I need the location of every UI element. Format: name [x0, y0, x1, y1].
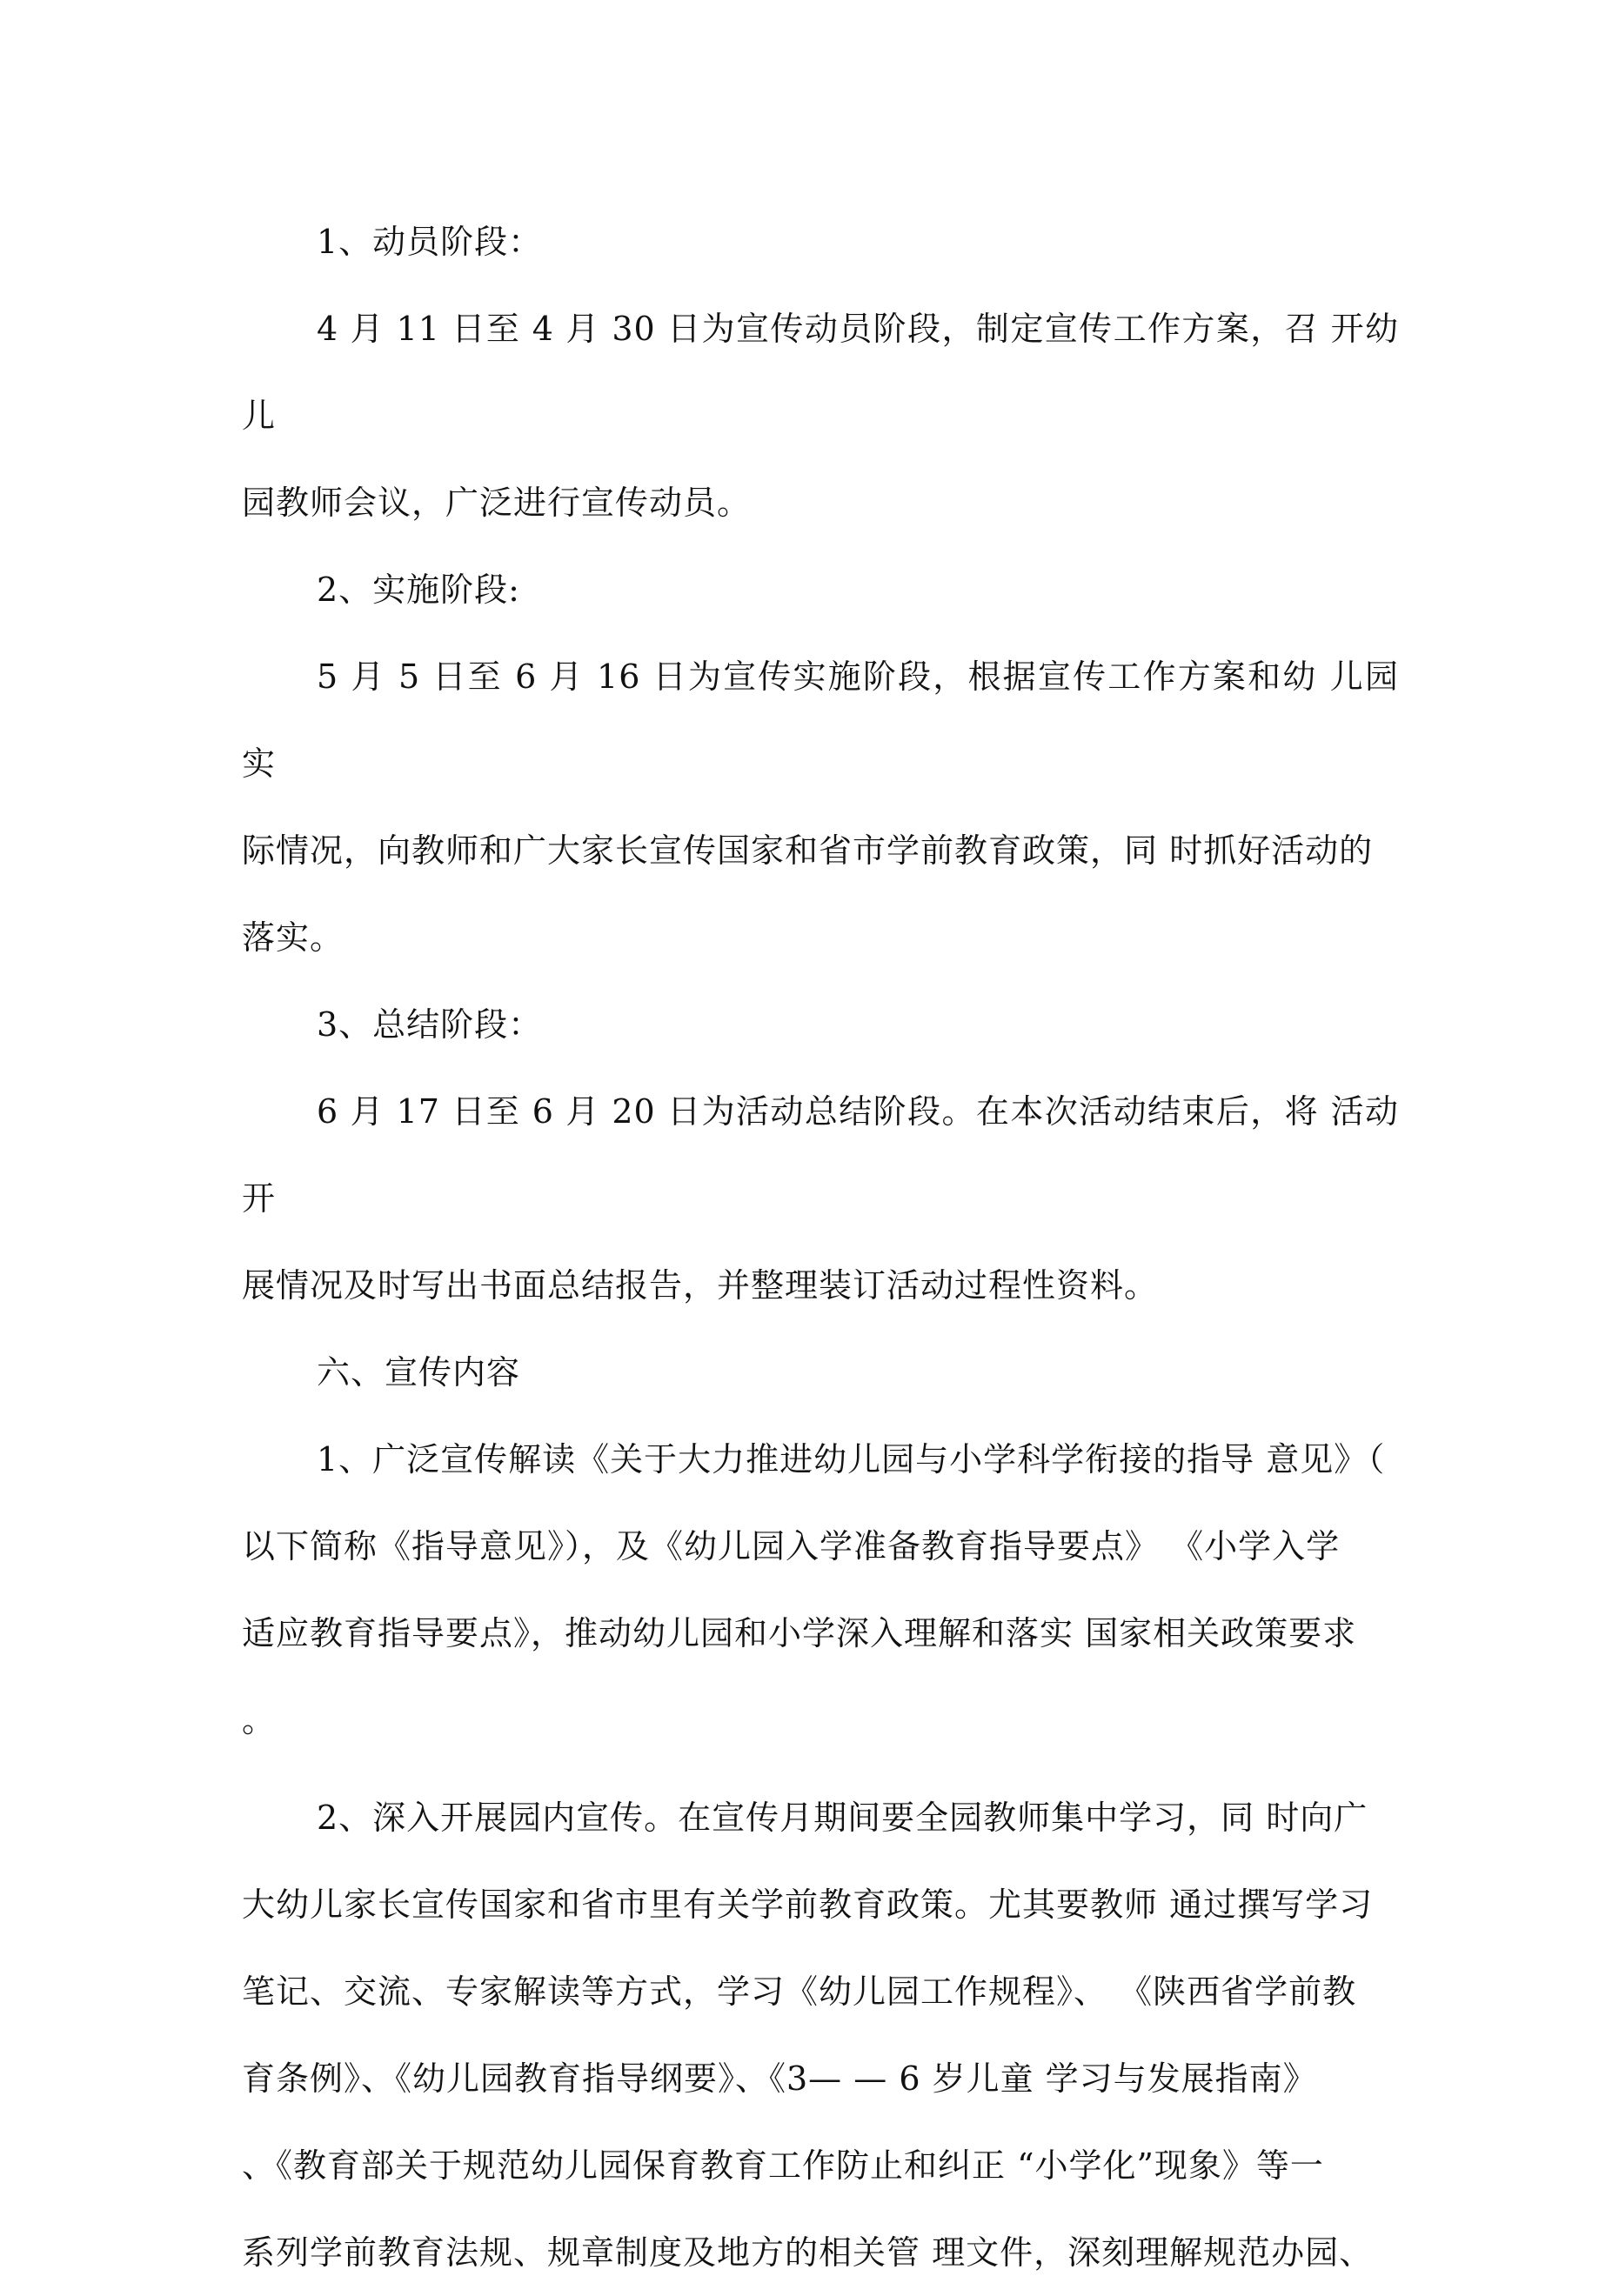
- text-line: 3、总结阶段：: [317, 1005, 543, 1044]
- text-line: 1、动员阶段：: [317, 223, 543, 261]
- text-line: 4 月 11 日至 4 月 30 日为宣传动员阶段，制定宣传工作方案，召 开幼儿: [242, 310, 1399, 435]
- text-line: 。: [242, 1701, 277, 1739]
- text-line: 园教师会议，广泛进行宣传动员。: [242, 484, 752, 522]
- text-line: 落实。: [242, 918, 345, 957]
- text-line: 大幼儿家长宣传国家和省市里有关学前教育政策。尤其要教师 通过撰写学习: [242, 1886, 1374, 1924]
- paragraph-implementation-stage: [242, 633, 1399, 981]
- text-line: 6 月 17 日至 6 月 20 日为活动总结阶段。在本次活动结束后，将 活动开: [242, 1092, 1399, 1218]
- text-line: 以下简称《指导意见》），及《幼儿园入学准备教育指导要点》 《小学入学: [242, 1527, 1341, 1565]
- text-line: 笔记、交流、专家解读等方式，学习《幼儿园工作规程》、 《陕西省学前教: [242, 1972, 1357, 2011]
- text-line: 5 月 5 日至 6 月 16 日为宣传实施阶段，根据宣传工作方案和幼 儿园实: [242, 657, 1399, 783]
- heading-mobilization-stage: [242, 198, 1399, 285]
- text-line: 展情况及时写出书面总结报告，并整理装订活动过程性资料。: [242, 1266, 1159, 1305]
- text-line: 2、深入开展园内宣传。在宣传月期间要全园教师集中学习，同 时向广: [317, 1799, 1368, 1837]
- paragraph-content-item-2: [242, 1774, 1399, 2296]
- heading-summary-stage: [242, 981, 1399, 1068]
- text-line: 1、广泛宣传解读《关于大力推进幼儿园与小学科学衔接的指导 意见》（: [317, 1440, 1386, 1478]
- text-line: 适应教育指导要点》，推动幼儿园和小学深入理解和落实 国家相关政策要求: [242, 1614, 1357, 1652]
- text-line: 六、宣传内容: [317, 1353, 521, 1392]
- paragraph-summary-stage: [242, 1068, 1399, 1329]
- heading-implementation-stage: [242, 546, 1399, 633]
- text-line: 育条例》、《幼儿园教育指导纲要》、《3— — 6 岁儿童 学习与发展指南》: [242, 2059, 1317, 2098]
- section-heading-publicity-content: [242, 1329, 1399, 1416]
- document-body: [242, 198, 1399, 2296]
- paragraph-content-item-1: [242, 1416, 1399, 1764]
- text-line: 、《教育部关于规范幼儿园保育教育工作防止和纠正 “小学化”现象》等一: [242, 2146, 1324, 2185]
- text-line: 际情况，向教师和广大家长宣传国家和省市学前教育政策，同 时抓好活动的: [242, 831, 1374, 870]
- text-line: 2、实施阶段:: [317, 571, 520, 609]
- text-line: 系列学前教育法规、规章制度及地方的相关管 理文件，深刻理解规范办园、: [242, 2233, 1374, 2272]
- paragraph-mobilization-stage: [242, 285, 1399, 546]
